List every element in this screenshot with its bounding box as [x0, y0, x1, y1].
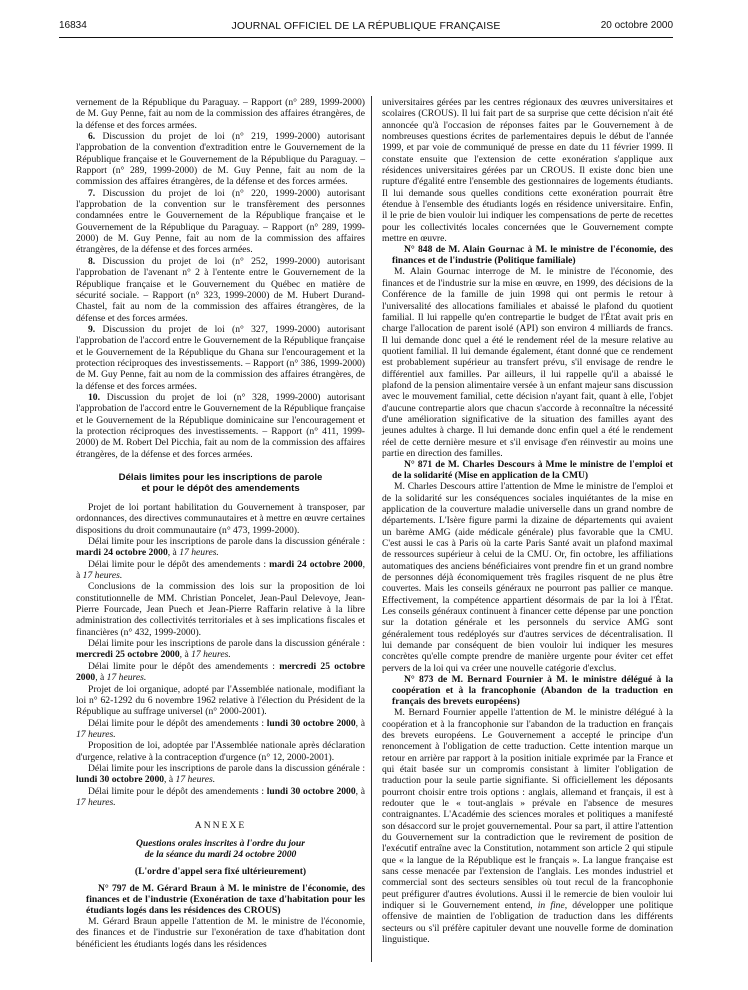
deadline-line [76, 559, 365, 582]
deadline-date: mardi 24 octobre 2000 [76, 547, 168, 559]
paragraph: Conclusions de la commission des lois sur la proposition de loi constitutionnelle de MM. Christian Poncelet, Jean-Paul Delevoye, Jean-Pierre Fourcade, Jean Puech et Jean-Pierre Raffarin relative à la libre administration des collectivités territoriales et à ses implications fiscales et financières (n° 432, 1999-2000). [76, 581, 365, 638]
deadline-date: lundi 30 octobre 2000 [266, 785, 356, 797]
deadline-sep: , à [179, 649, 192, 661]
page-header [59, 18, 673, 34]
questions-title-line: de la séance du mardi 24 octobre 2000 [144, 848, 297, 860]
deadline-label: Délai limite pour les inscriptions de parole dans la discussion générale : [88, 536, 365, 548]
item-number: 9. [88, 323, 96, 335]
deadline-sep: , à [355, 785, 365, 797]
deadline-line [76, 638, 365, 661]
item-text: Discussion du projet de loi (n° 327, 1999-2000) autorisant l'approbation de l'accord entre le Gouvernement de la République française et le Gouvernement de la République du Ghana sur l'encouragement et la protection réciproques des investissements. – Rapport (n° 386, 1999-2000) de M. Guy Penne, fait au nom de la commission des affaires étrangères, de la défense et des forces armées. [76, 323, 365, 392]
paragraph: Projet de loi organique, adopté par l'Assemblée nationale, modifiant la loi n° 62-1292 du 6 novembre 1962 relative à l'élection du Président de la République au suffrage universel (n° 2000-2001). [76, 683, 365, 718]
section-heading-delais [76, 472, 365, 494]
question-heading-873: N° 873 de M. Bernard Fournier à M. le ministre délégué à la coopération et à la francophonie (Abandon de la traduction en français des brevets européens) [392, 674, 673, 708]
deadline-line [76, 718, 365, 741]
question-heading-871: N° 871 de M. Charles Descours à Mme le ministre de l'emploi et de la solidarité (Mise en application de la CMU) [392, 459, 673, 482]
deadline-line [76, 536, 365, 559]
journal-title: JOURNAL OFFICIEL DE LA RÉPUBLIQUE FRANÇAISE [231, 20, 501, 32]
agenda-item-9 [76, 324, 365, 392]
page-number: 16834 [59, 20, 87, 31]
question-text-873 [382, 707, 673, 945]
deadline-label: Délai limite pour le dépôt des amendements : [88, 785, 267, 797]
questions-title [76, 838, 365, 860]
question-text-797-continued: universitaires gérées par les centres régionaux des œuvres universitaires et scolaires (CROUS). Il lui fait part de sa surprise que cette décision n'ait été annoncée qu'à l'occasion de réponses faites par le Gouvernement à de nombreuses questions écrites de parlementaires depuis le début de l'année 1999, et par voie de communiqué de presse en date du 11 février 1999. Il constate ensuite que l'extension de cette exonération s'applique aux résidences universitaires gérées par un CROUS. Il existe donc bien une rupture d'égalité entre l'ensemble des gestionnaires de logements étudiants. Il lui demande sous quelles conditions cette exonération pourrait être étendue à l'ensemble des étudiants logés en résidence universitaire. Enfin, il le prie de bien vouloir lui indiquer les compensations de perte de recettes pour les collectivités locales concernées que le Gouvernement compte mettre en œuvre. [382, 97, 673, 245]
question-text-italic: in fine [537, 900, 565, 911]
item-number: 6. [88, 131, 96, 143]
question-text-part: M. Bernard Fournier appelle l'attention de M. le ministre délégué à la coopération et à la francophonie sur l'abandon de la traduction en français des brevets européens. Le Gouvernement a accepté le principe d'un renoncement à l'obligation de cette traduction. Cette intention marque un retour en arrière par rapport à la position initiale exprimée par la France et qui était basée sur un compromis consistant à limiter l'obligation de traduction pour la seule partie signifiante. Si officiellement les déposants pourront choisir entre trois options : anglais, allemand et français, il est à redouter que le « tout-anglais » prévale en l'absence de mesures contraignantes. L'Académie des sciences morales et politiques a manifesté son désaccord sur le projet gouvernemental. Pour sa part, il attire l'attention du Gouvernement sur la contradiction que le revirement de position de l'exécutif entraîne avec la Constitution, notamment son article 2 qui stipule que « la langue de la République est le français ». La langue française est sans cesse menacée par l'extension de l'anglais. Les mondes industriel et commercial sont des secteurs sensibles où tout recul de la francophonie peut préfigurer d'autres évolutions. Aussi il le remercie de bien vouloir lui indiquer si le Gouvernement entend, [382, 707, 673, 911]
deadline-label: Délai limite pour le dépôt des amendements : [88, 717, 267, 729]
deadline-sep: , à [95, 672, 107, 684]
paragraph: vernement de la République du Paraguay. – Rapport (n° 289, 1999-2000) de M. Guy Penne, fait au nom de la commission des affaires étrangères, de la défense et des forces armées. [76, 97, 365, 131]
deadline-date: mercredi 25 octobre 2000 [76, 660, 365, 684]
item-number: 10. [88, 391, 100, 403]
deadline-date: lundi 30 octobre 2000 [266, 717, 356, 729]
deadline-time: 17 heures. [106, 672, 147, 684]
issue-date: 20 octobre 2000 [600, 20, 673, 31]
section-heading-line: et pour le dépôt des amendements [141, 483, 300, 494]
section-heading-line: Délais limites pour les inscriptions de parole [118, 472, 323, 483]
deadline-time: 17 heures. [76, 796, 116, 808]
questions-title-line: Questions orales inscrites à l'ordre du jour [136, 837, 305, 849]
deadline-line [76, 786, 365, 809]
item-text: Discussion du projet de loi (n° 252, 1999-2000) autorisant l'approbation de l'avenant n° 2 à l'entente entre le Gouvernement de la République française et le Gouvernement du Québec en matière de sécurité sociale. – Rapport (n° 323, 1999-2000) de M. Hubert Durand-Chastel, fait au nom de la commission des affaires étrangères, de la défense et des forces armées. [76, 255, 365, 324]
deadline-label: Délai limite pour le dépôt des amendements : [88, 558, 270, 570]
item-text: Discussion du projet de loi (n° 220, 1999-2000) autorisant l'approbation de la convention sur le transfèrement des personnes condamnées entre le Gouvernement de la République française et le Gouvernement de la République du Paraguay. – Rapport (n° 289, 1999-2000) de M. Guy Penne, fait au nom de la commission des affaires étrangères, de la défense et des forces armées. [76, 187, 365, 256]
item-text: Discussion du projet de loi (n° 328, 1999-2000) autorisant l'approbation de l'accord entre le Gouvernement de la République française et le Gouvernement de la République dominicaine sur l'encouragement et la protection réciproques des investissements. – Rapport (n° 411, 1999-2000) de M. Robert Del Picchia, fait au nom de la commission des affaires étrangères, de la défense et des forces armées. [76, 391, 365, 460]
question-text-part: , développer une politique offensive de maintien de l'obligation de traduction dans les différents secteurs ou s'il préfère capituler devant une nouvelle forme de domination linguistique. [382, 900, 673, 946]
deadline-date: mardi 24 octobre 2000 [269, 558, 363, 570]
question-text-797: M. Gérard Braun appelle l'attention de M. le ministre de l'économie, des finances et de l'industrie sur l'exonération de taxe d'habitation dont bénéficient les étudiants logés dans les résidences [76, 915, 365, 950]
deadline-time: 17 heures. [179, 547, 219, 559]
question-heading-848: N° 848 de M. Alain Gournac à M. le ministre de l'économie, des finances et de l'industrie (Politique familiale) [392, 244, 673, 267]
question-heading-797: N° 797 de M. Gérard Braun à M. le ministre de l'économie, des finances et de l'industrie (Exonération de taxe d'habitation pour les étudiants logés dans les résidences des CROUS) [86, 882, 365, 916]
deadline-sep: , à [167, 547, 180, 559]
agenda-item-8 [76, 256, 365, 324]
deadline-time: 17 heures. [76, 728, 116, 740]
deadline-label: Délai limite pour les inscriptions de parole dans la discussion générale : [88, 762, 365, 774]
left-column [76, 97, 365, 950]
right-column [382, 97, 673, 945]
item-number: 7. [88, 187, 96, 199]
deadline-line [76, 661, 365, 684]
paragraph: Projet de loi portant habilitation du Gouvernement à transposer, par ordonnances, des directives communautaires et à mettre en œuvre certaines dispositions du droit communautaire (n° 473, 1999-2000). [76, 502, 365, 536]
deadline-date: mercredi 25 octobre 2000 [76, 649, 180, 661]
item-text: Discussion du projet de loi (n° 219, 1999-2000) autorisant l'approbation de la convention d'extradition entre le Gouvernement de la République française et le Gouvernement de la République du Paraguay. – Rapport (n° 289, 1999-2000) de M. Guy Penne, fait au nom de la commission des affaires étrangères, de la défense et des forces armées. [76, 131, 365, 188]
deadline-time: 17 heures. [175, 774, 216, 786]
column-divider [371, 96, 372, 962]
paragraph: Proposition de loi, adoptée par l'Assemblée nationale après déclaration d'urgence, relative à la contraception d'urgence (n° 12, 2000-2001). [76, 740, 365, 763]
deadline-line [76, 763, 365, 786]
deadline-time: 17 heures. [82, 570, 123, 582]
annexe-heading: ANNEXE [194, 820, 247, 832]
agenda-item-10 [76, 392, 365, 460]
deadline-sep: , à [76, 558, 365, 582]
deadline-label: Délai limite pour le dépôt des amendements : [88, 660, 280, 672]
deadline-sep: , à [355, 717, 365, 729]
deadline-label: Délai limite pour les inscriptions de parole dans la discussion générale : [88, 638, 365, 650]
agenda-item-6 [76, 131, 365, 188]
question-text-871: M. Charles Descours attire l'attention de Mme le ministre de l'emploi et de la solidarité sur les conséquences sociales inquiétantes de la mise en application de la couverture maladie universelle dans un grand nombre de départements. L'Isère figure parmi la dizaine de départements qui avaient un barème AMG (aide médicale générale) plus favorable que la CMU. C'est aussi le cas à Paris où la carte Paris Santé avait un plafond maximal de ressources supérieur à celui de la CMU. Or, fin octobre, les affiliations automatiques des anciens bénéficiaires vont prendre fin et un grand nombre de personnes déjà économiquement très fragiles risquent de ne plus être couvertes. Mais les conseils généraux ne pourront pas pallier ce manque. Effectivement, la compétence appartient désormais de par la loi à l'État. Les conseils généraux continuent à financer cette dépense par une ponction sur la dotation générale et les personnels du service AMG sont généralement tous redéployés sur d'autres services de décentralisation. Il lui demande par conséquent de bien vouloir lui indiquer les mesures concrètes qu'elle compte prendre de manière urgente pour éviter cet effet pervers de la loi qui va créer une nouvelle catégorie d'exclus. [382, 481, 673, 674]
deadline-date: lundi 30 octobre 2000 [76, 774, 165, 786]
deadline-time: 17 heures. [191, 649, 231, 661]
question-text-848: M. Alain Gournac interroge de M. le ministre de l'économie, des finances et de l'industrie sur la mise en œuvre, en 1999, des décisions de la Conférence de la famille de juin 1998 qui ont permis le retour à l'universalité des allocations familiales et abaissé le plafond du quotient familial. Il lui rappelle qu'en contrepartie le budget de l'État avait pris en charge l'allocation de parent isolé (API) son environ 4 milliards de francs. Il lui demande donc quel a été le rendement réel de la mesure relative au quotient familial. Il lui demande également, étant donné que ce rendement est probablement supérieur au transfert prévu, s'il envisage de rendre le différentiel aux familles. Par ailleurs, il lui rappelle qu'il a abaissé le plafond de la pension alimentaire versée à un enfant majeur sans discussion avec le mouvement familial, cette décision n'ayant fait, quant à elle, l'objet d'aucune contrepartie alors que chacun s'accorde à reconnaître la nécessité d'une amélioration significative de la situation des familles ayant des jeunes adultes à charge. Il lui demande donc enfin quel a été le rendement réel de cette dernière mesure et s'il envisage d'en réinvestir au moins une partie en direction des familles. [382, 266, 673, 459]
header-rule [59, 37, 673, 38]
item-number: 8. [88, 255, 96, 267]
deadline-sep: , à [164, 774, 176, 786]
call-order-note: (L'ordre d'appel sera fixé ultérieurement) [134, 865, 307, 877]
agenda-item-7 [76, 188, 365, 256]
